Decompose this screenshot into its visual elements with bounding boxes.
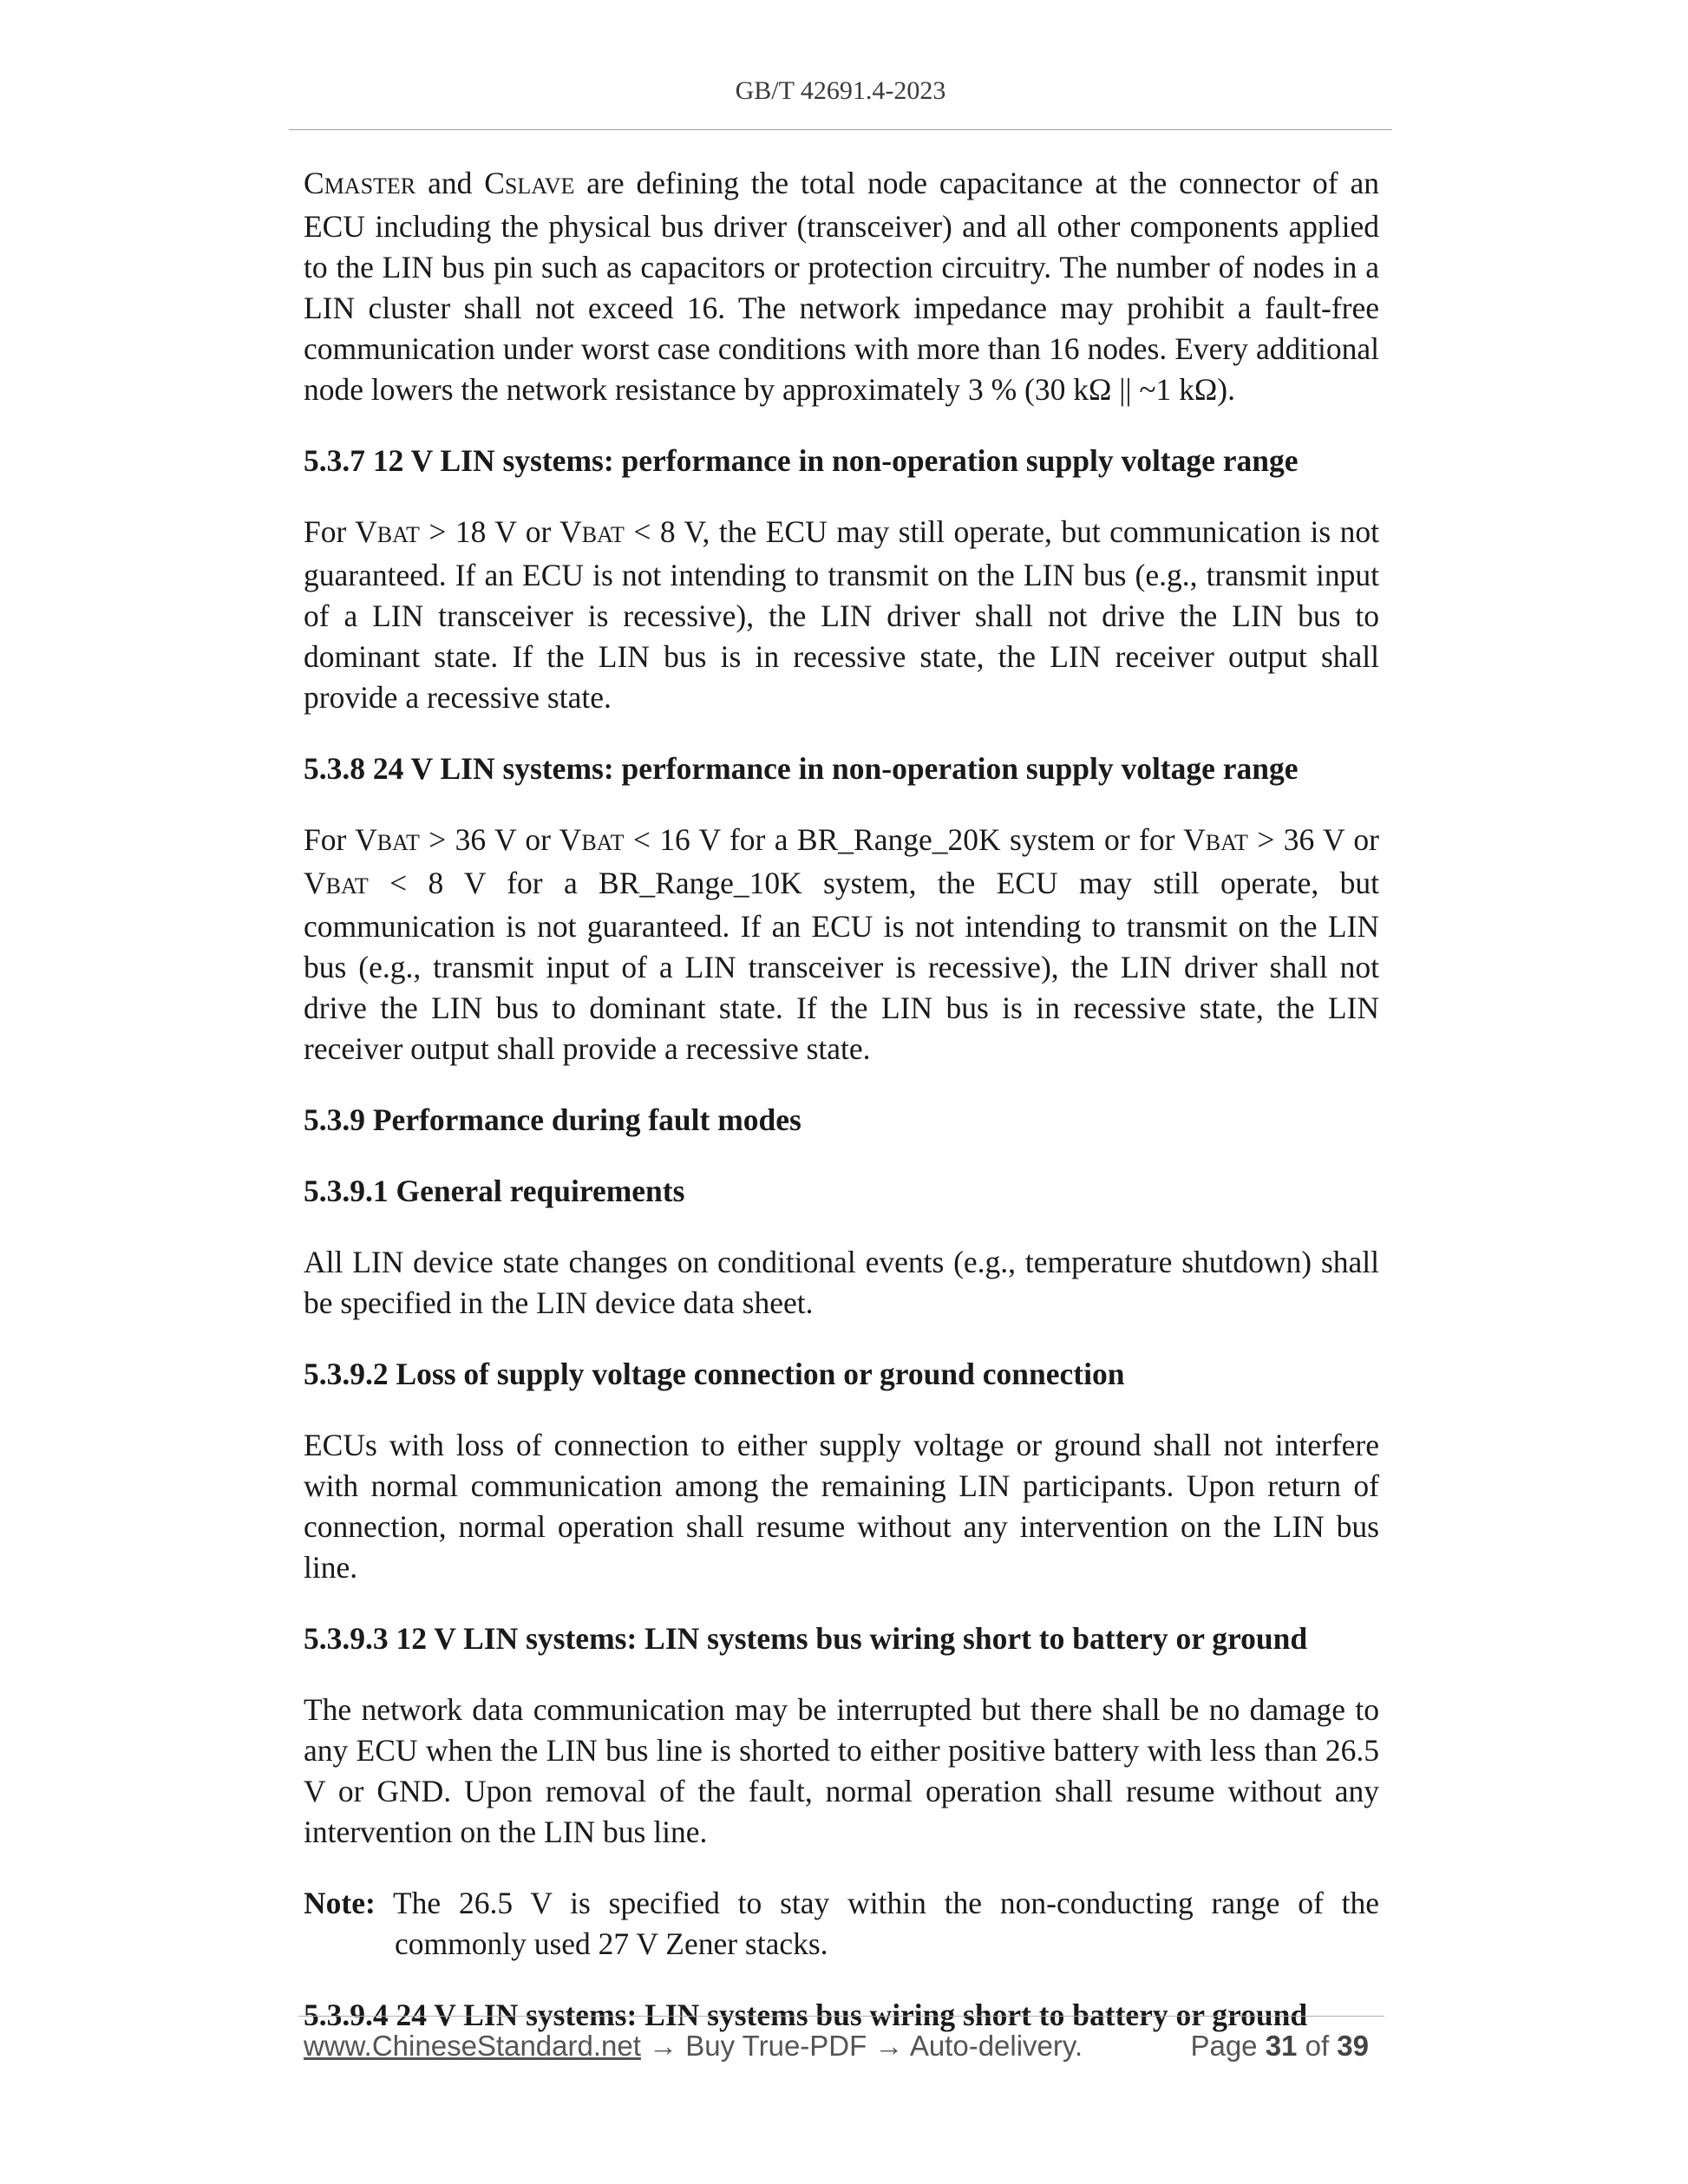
section-heading-5-3-9-3: 5.3.9.3 12 V LIN systems: LIN systems bus wiring short to battery or ground	[304, 1621, 1308, 1656]
note-label: Note:	[304, 1886, 376, 1920]
section-heading-5-3-9: 5.3.9 Performance during fault modes	[304, 1102, 801, 1137]
paragraph-loss-of-supply: ECUs with loss of connection to either supply voltage or ground shall not interfere with normal communication among the remaining LIN participants. Upon return of connection, normal operation shall resume without any intervention on the LIN bus line.	[304, 1428, 1379, 1585]
subscript-bat: BAT	[581, 522, 625, 547]
subscript-bat: BAT	[581, 830, 625, 855]
of-label: of	[1297, 2030, 1338, 2062]
paragraph-12v-non-operation	[304, 512, 1379, 718]
subscript-master: MASTER	[324, 173, 416, 199]
text-run: > 18 V or V	[419, 514, 582, 549]
page-content	[304, 163, 1379, 2066]
text-run: < 8 V for a BR_Range_10K system, the ECU may still operate, but communication is not guaranteed. If an ECU is not intending to transmit on the LIN bus (e.g., transmit input of a LIN transceiver is recessive), the LIN driver shall not drive the LIN bus to dominant state. If the LIN bus is in recessive state, the LIN receiver output shall provide a recessive state.	[304, 866, 1379, 1066]
text-run: < 16 V for a BR_Range_20K system or for V	[624, 822, 1206, 857]
subscript-bat: BAT	[376, 522, 420, 547]
section-heading-5-3-9-4: 5.3.9.4 24 V LIN systems: LIN systems bus wiring short to battery or ground	[304, 1998, 1308, 2032]
footer-tagline: → Buy True-PDF → Auto-delivery.	[640, 2030, 1083, 2062]
note-text: The 26.5 V is specified to stay within the non-conducting range of the commonly used 27 V Zener stacks.	[375, 1886, 1379, 1961]
paragraph-general-requirements: All LIN device state changes on conditional events (e.g., temperature shutdown) shall be specified in the LIN device data sheet.	[304, 1245, 1379, 1320]
page-footer	[304, 2030, 1369, 2068]
subscript-bat: BAT	[376, 830, 420, 855]
total-pages: 39	[1337, 2030, 1369, 2062]
section-heading-5-3-9-2: 5.3.9.2 Loss of supply voltage connection or ground connection	[304, 1357, 1125, 1391]
text-run: and C	[415, 166, 505, 200]
section-heading-5-3-8: 5.3.8 24 V LIN systems: performance in non-operation supply voltage range	[304, 751, 1299, 786]
page-label: Page	[1190, 2030, 1266, 2062]
text-run: > 36 V or V	[304, 822, 1379, 900]
subscript-bat: BAT	[325, 873, 369, 899]
section-heading-5-3-9-1: 5.3.9.1 General requirements	[304, 1174, 685, 1208]
paragraph-12v-short: The network data communication may be interrupted but there shall be no damage to any ECU when the LIN bus line is shorted to either positive battery with less than 26.5 V or GND. Upon removal of the fault, normal operation shall resume without any intervention on the LIN bus line.	[304, 1692, 1379, 1849]
footer-left	[304, 2030, 1083, 2063]
text-run: < 8 V, the ECU may still operate, but communication is not guaranteed. If an ECU is not intending to transmit on the LIN bus (e.g., transmit input of a LIN transceiver is recessive), the LIN driver shall not drive the LIN bus to dominant state. If the LIN bus is in recessive state, the LIN receiver output shall provide a recessive state.	[304, 514, 1380, 715]
text-run: For V	[304, 822, 377, 857]
paragraph-node-capacitance: CMASTER and CSLAVE are defining the total node capacitance at the connector of an ECU including the physical bus driver (transceiver) and all other components applied to the LIN bus pin such as capacitors or protection circuitry. The number of nodes in a LIN cluster shall not exceed 16. The network impedance may prohibit a fault-free communication under worst case conditions with more than 16 nodes. Every additional node lowers the network resistance by approximately 3 % (30 kΩ || ~1 kΩ).	[304, 166, 1380, 407]
header-divider	[289, 129, 1392, 130]
paragraph-24v-non-operation	[304, 820, 1379, 1069]
current-page: 31	[1265, 2030, 1298, 2062]
website-link[interactable]: www.ChineseStandard.net	[304, 2030, 641, 2062]
text-run: > 36 V or V	[419, 822, 582, 857]
document-header: GB/T 42691.4-2023	[735, 76, 946, 105]
text-run: For V	[304, 514, 377, 549]
subscript-slave: SLAVE	[504, 173, 575, 199]
footer-divider	[298, 2016, 1384, 2017]
section-heading-5-3-7: 5.3.7 12 V LIN systems: performance in non-operation supply voltage range	[304, 443, 1299, 478]
text-run: are defining the total node capacitance at the connector of an ECU including the physical bus driver (transceiver) and all other components applied to the LIN bus pin such as capacitors or protection circuitry. The number of nodes in a LIN cluster shall not exceed 16. The network impedance may prohibit a fault-free communication under worst case conditions with more than 16 nodes. Every additional node lowers the network resistance by approximately 3 % (30 kΩ || ~1 kΩ).	[304, 166, 1380, 407]
subscript-bat: BAT	[1205, 830, 1248, 855]
note-zener	[304, 1883, 1379, 1965]
page-number	[1190, 2030, 1369, 2063]
